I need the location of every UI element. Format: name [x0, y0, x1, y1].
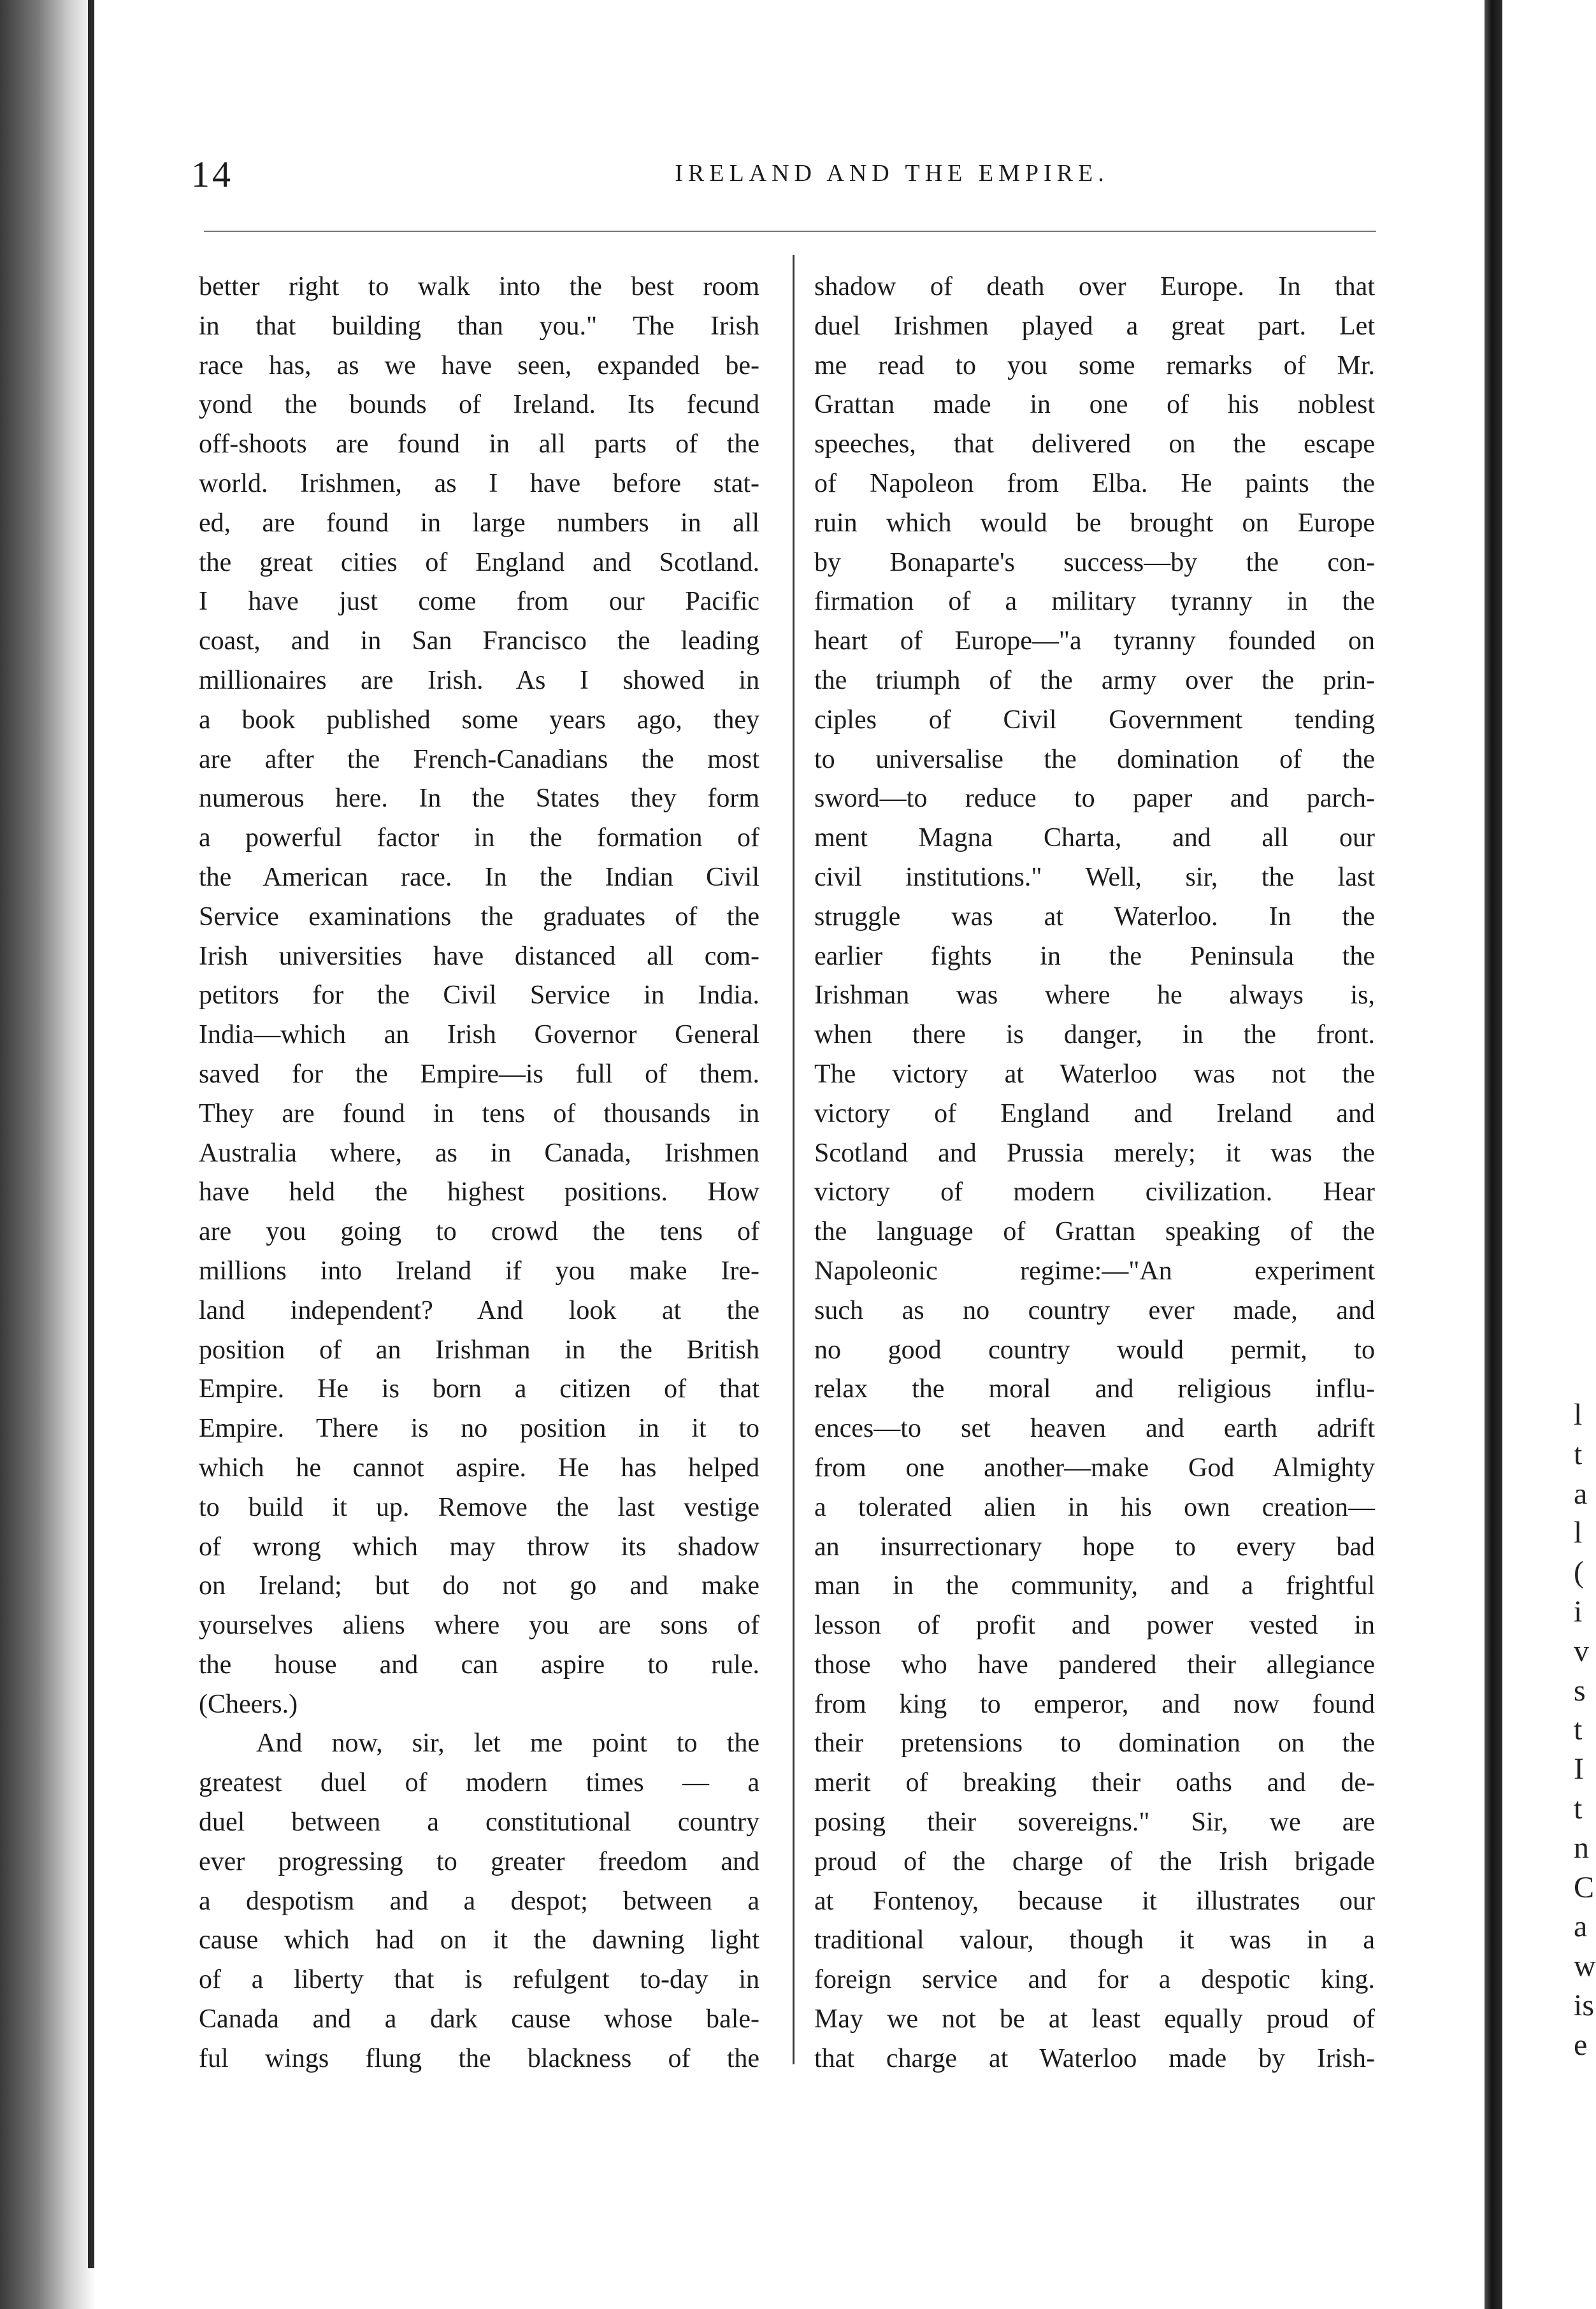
- text-line: a tolerated alien in his own creation—: [814, 1492, 1375, 1522]
- text-line: a powerful factor in the formation of: [199, 823, 759, 853]
- column-divider: [793, 255, 794, 2064]
- text-line: are after the French-Canadians the most: [199, 744, 759, 774]
- text-line: sword—to reduce to paper and parch-: [814, 784, 1375, 814]
- text-line: to build it up. Remove the last vestige: [199, 1492, 759, 1522]
- right-column: [814, 268, 1375, 2079]
- text-line: speeches, that delivered on the escape: [814, 429, 1375, 459]
- text-line: May we not be at least equally proud of: [814, 2004, 1375, 2034]
- text-line: man in the community, and a frightful: [814, 1571, 1375, 1601]
- text-line: traditional valour, though it was in a: [814, 1925, 1375, 1955]
- fragment-letter: s: [1574, 1673, 1586, 1708]
- text-line: the language of Grattan speaking of the: [814, 1217, 1375, 1247]
- page-number: 14: [191, 154, 233, 195]
- text-line: Australia where, as in Canada, Irishmen: [199, 1138, 759, 1168]
- text-line: on Ireland; but do not go and make: [199, 1571, 759, 1601]
- text-line: Scotland and Prussia merely; it was the: [814, 1138, 1375, 1168]
- text-line: such as no country ever made, and: [814, 1295, 1375, 1325]
- text-line: I have just come from our Pacific: [199, 587, 759, 617]
- text-line: their pretensions to domination on the: [814, 1729, 1375, 1759]
- text-line: world. Irishmen, as I have before stat-: [199, 468, 759, 498]
- fragment-letter: l: [1574, 1398, 1583, 1432]
- text-line: from one another—make God Almighty: [814, 1453, 1375, 1483]
- text-line: of Napoleon from Elba. He paints the: [814, 468, 1375, 498]
- text-line: firmation of a military tyranny in the: [814, 587, 1375, 617]
- text-line: better right to walk into the best room: [199, 272, 759, 301]
- text-line: victory of modern civilization. Hear: [814, 1177, 1375, 1207]
- text-line: millionaires are Irish. As I showed in: [199, 665, 759, 695]
- fragment-letter: e: [1574, 2027, 1588, 2062]
- text-line: off-shoots are found in all parts of the: [199, 429, 759, 459]
- fragment-letter: w: [1574, 1949, 1596, 1983]
- text-line: Empire. There is no position in it to: [199, 1414, 759, 1444]
- text-line: ment Magna Charta, and all our: [814, 823, 1375, 853]
- text-line: relax the moral and religious influ-: [814, 1374, 1375, 1404]
- text-line: Irishman was where he always is,: [814, 981, 1375, 1011]
- fragment-letter: I: [1574, 1752, 1584, 1787]
- text-line: in that building than you." The Irish: [199, 311, 759, 341]
- text-line: duel between a constitutional country: [199, 1808, 759, 1838]
- text-line: They are found in tens of thousands in: [199, 1098, 759, 1128]
- text-line: foreign service and for a despotic king.: [814, 1965, 1375, 1995]
- text-line: ruin which would be brought on Europe: [814, 508, 1375, 538]
- text-line: by Bonaparte's success—by the con-: [814, 547, 1375, 577]
- binding-shadow: [0, 0, 96, 2309]
- text-line: numerous here. In the States they form: [199, 784, 759, 814]
- text-line: which he cannot aspire. He has helped: [199, 1453, 759, 1483]
- text-line: Service examinations the graduates of the: [199, 902, 759, 932]
- text-line: the American race. In the Indian Civil: [199, 862, 759, 892]
- fragment-letter: l: [1574, 1516, 1583, 1550]
- fragment-letter: C: [1574, 1870, 1595, 1904]
- text-line: from king to emperor, and now found: [814, 1689, 1375, 1719]
- text-line: no good country would permit, to: [814, 1335, 1375, 1365]
- next-page-text-fragment: [1574, 1395, 1596, 2065]
- text-line: Napoleonic regime:—"An experiment: [814, 1256, 1375, 1286]
- text-line: India—which an Irish Governor General: [199, 1020, 759, 1050]
- text-line: merit of breaking their oaths and de-: [814, 1768, 1375, 1798]
- text-line: coast, and in San Francisco the leading: [199, 626, 759, 656]
- text-line: to universalise the domination of the: [814, 744, 1375, 774]
- text-line: ever progressing to greater freedom and: [199, 1846, 759, 1876]
- text-line: yourselves aliens where you are sons of: [199, 1611, 759, 1641]
- text-line: at Fontenoy, because it illustrates our: [814, 1886, 1375, 1916]
- text-line: a book published some years ago, they: [199, 705, 759, 735]
- text-line: race has, as we have seen, expanded be-: [199, 350, 759, 380]
- text-line: an insurrectionary hope to every bad: [814, 1532, 1375, 1562]
- text-line: ful wings flung the blackness of the: [199, 2043, 759, 2073]
- text-line: shadow of death over Europe. In that: [814, 272, 1375, 301]
- page-edge: [88, 0, 94, 2268]
- text-line: lesson of profit and power vested in: [814, 1611, 1375, 1641]
- fragment-letter: i: [1574, 1594, 1583, 1629]
- text-line: victory of England and Ireland and: [814, 1098, 1375, 1128]
- text-line: posing their sovereigns." Sir, we are: [814, 1808, 1375, 1838]
- text-line: The victory at Waterloo was not the: [814, 1059, 1375, 1089]
- text-line: the great cities of England and Scotland.: [199, 547, 759, 577]
- text-line: millions into Ireland if you make Ire-: [199, 1256, 759, 1286]
- fragment-letter: a: [1574, 1476, 1588, 1511]
- text-line: Canada and a dark cause whose bale-: [199, 2004, 759, 2034]
- text-line: those who have pandered their allegiance: [814, 1650, 1375, 1680]
- text-line: heart of Europe—"a tyranny founded on: [814, 626, 1375, 656]
- text-line: yond the bounds of Ireland. Its fecund: [199, 390, 759, 420]
- text-line: Grattan made in one of his noblest: [814, 390, 1375, 420]
- text-line: have held the highest positions. How: [199, 1177, 759, 1207]
- next-page-edge: [1485, 0, 1502, 2309]
- text-line: land independent? And look at the: [199, 1295, 759, 1325]
- text-line: cause which had on it the dawning light: [199, 1925, 759, 1955]
- text-line: greatest duel of modern times — a: [199, 1768, 759, 1798]
- text-line: earlier fights in the Peninsula the: [814, 941, 1375, 971]
- text-line: Empire. He is born a citizen of that: [199, 1374, 759, 1404]
- text-line: duel Irishmen played a great part. Let: [814, 311, 1375, 341]
- header-rule: [204, 231, 1376, 232]
- running-title: IRELAND AND THE EMPIRE.: [675, 160, 1109, 187]
- fragment-letter: t: [1574, 1713, 1583, 1747]
- text-line: saved for the Empire—is full of them.: [199, 1059, 759, 1089]
- text-line: position of an Irishman in the British: [199, 1335, 759, 1365]
- text-line: that charge at Waterloo made by Irish-: [814, 2043, 1375, 2073]
- running-head: [191, 153, 1389, 198]
- text-line: the triumph of the army over the prin-: [814, 665, 1375, 695]
- fragment-letter: (: [1574, 1555, 1584, 1590]
- text-line: ences—to set heaven and earth adrift: [814, 1414, 1375, 1444]
- fragment-letter: v: [1574, 1634, 1589, 1668]
- text-line: ciples of Civil Government tending: [814, 705, 1375, 735]
- fragment-letter: t: [1574, 1791, 1583, 1825]
- text-line: (Cheers.): [199, 1689, 298, 1719]
- text-line: And now, sir, let me point to the: [256, 1729, 759, 1759]
- text-line: when there is danger, in the front.: [814, 1020, 1375, 1050]
- text-line: proud of the charge of the Irish brigade: [814, 1846, 1375, 1876]
- text-line: the house and can aspire to rule.: [199, 1650, 759, 1680]
- text-line: are you going to crowd the tens of: [199, 1217, 759, 1247]
- fragment-letter: n: [1574, 1831, 1589, 1865]
- fragment-letter: t: [1574, 1437, 1583, 1471]
- text-line: petitors for the Civil Service in India.: [199, 981, 759, 1011]
- text-line: of wrong which may throw its shadow: [199, 1532, 759, 1562]
- fragment-letter: is: [1574, 1988, 1595, 2022]
- fragment-letter: a: [1574, 1910, 1588, 1944]
- text-line: Irish universities have distanced all com-: [199, 941, 759, 971]
- text-line: me read to you some remarks of Mr.: [814, 350, 1375, 380]
- text-line: civil institutions." Well, sir, the last: [814, 862, 1375, 892]
- text-line: ed, are found in large numbers in all: [199, 508, 759, 538]
- left-column: [199, 268, 759, 2079]
- text-line: a despotism and a despot; between a: [199, 1886, 759, 1916]
- text-line: of a liberty that is refulgent to-day in: [199, 1965, 759, 1995]
- text-line: struggle was at Waterloo. In the: [814, 902, 1375, 932]
